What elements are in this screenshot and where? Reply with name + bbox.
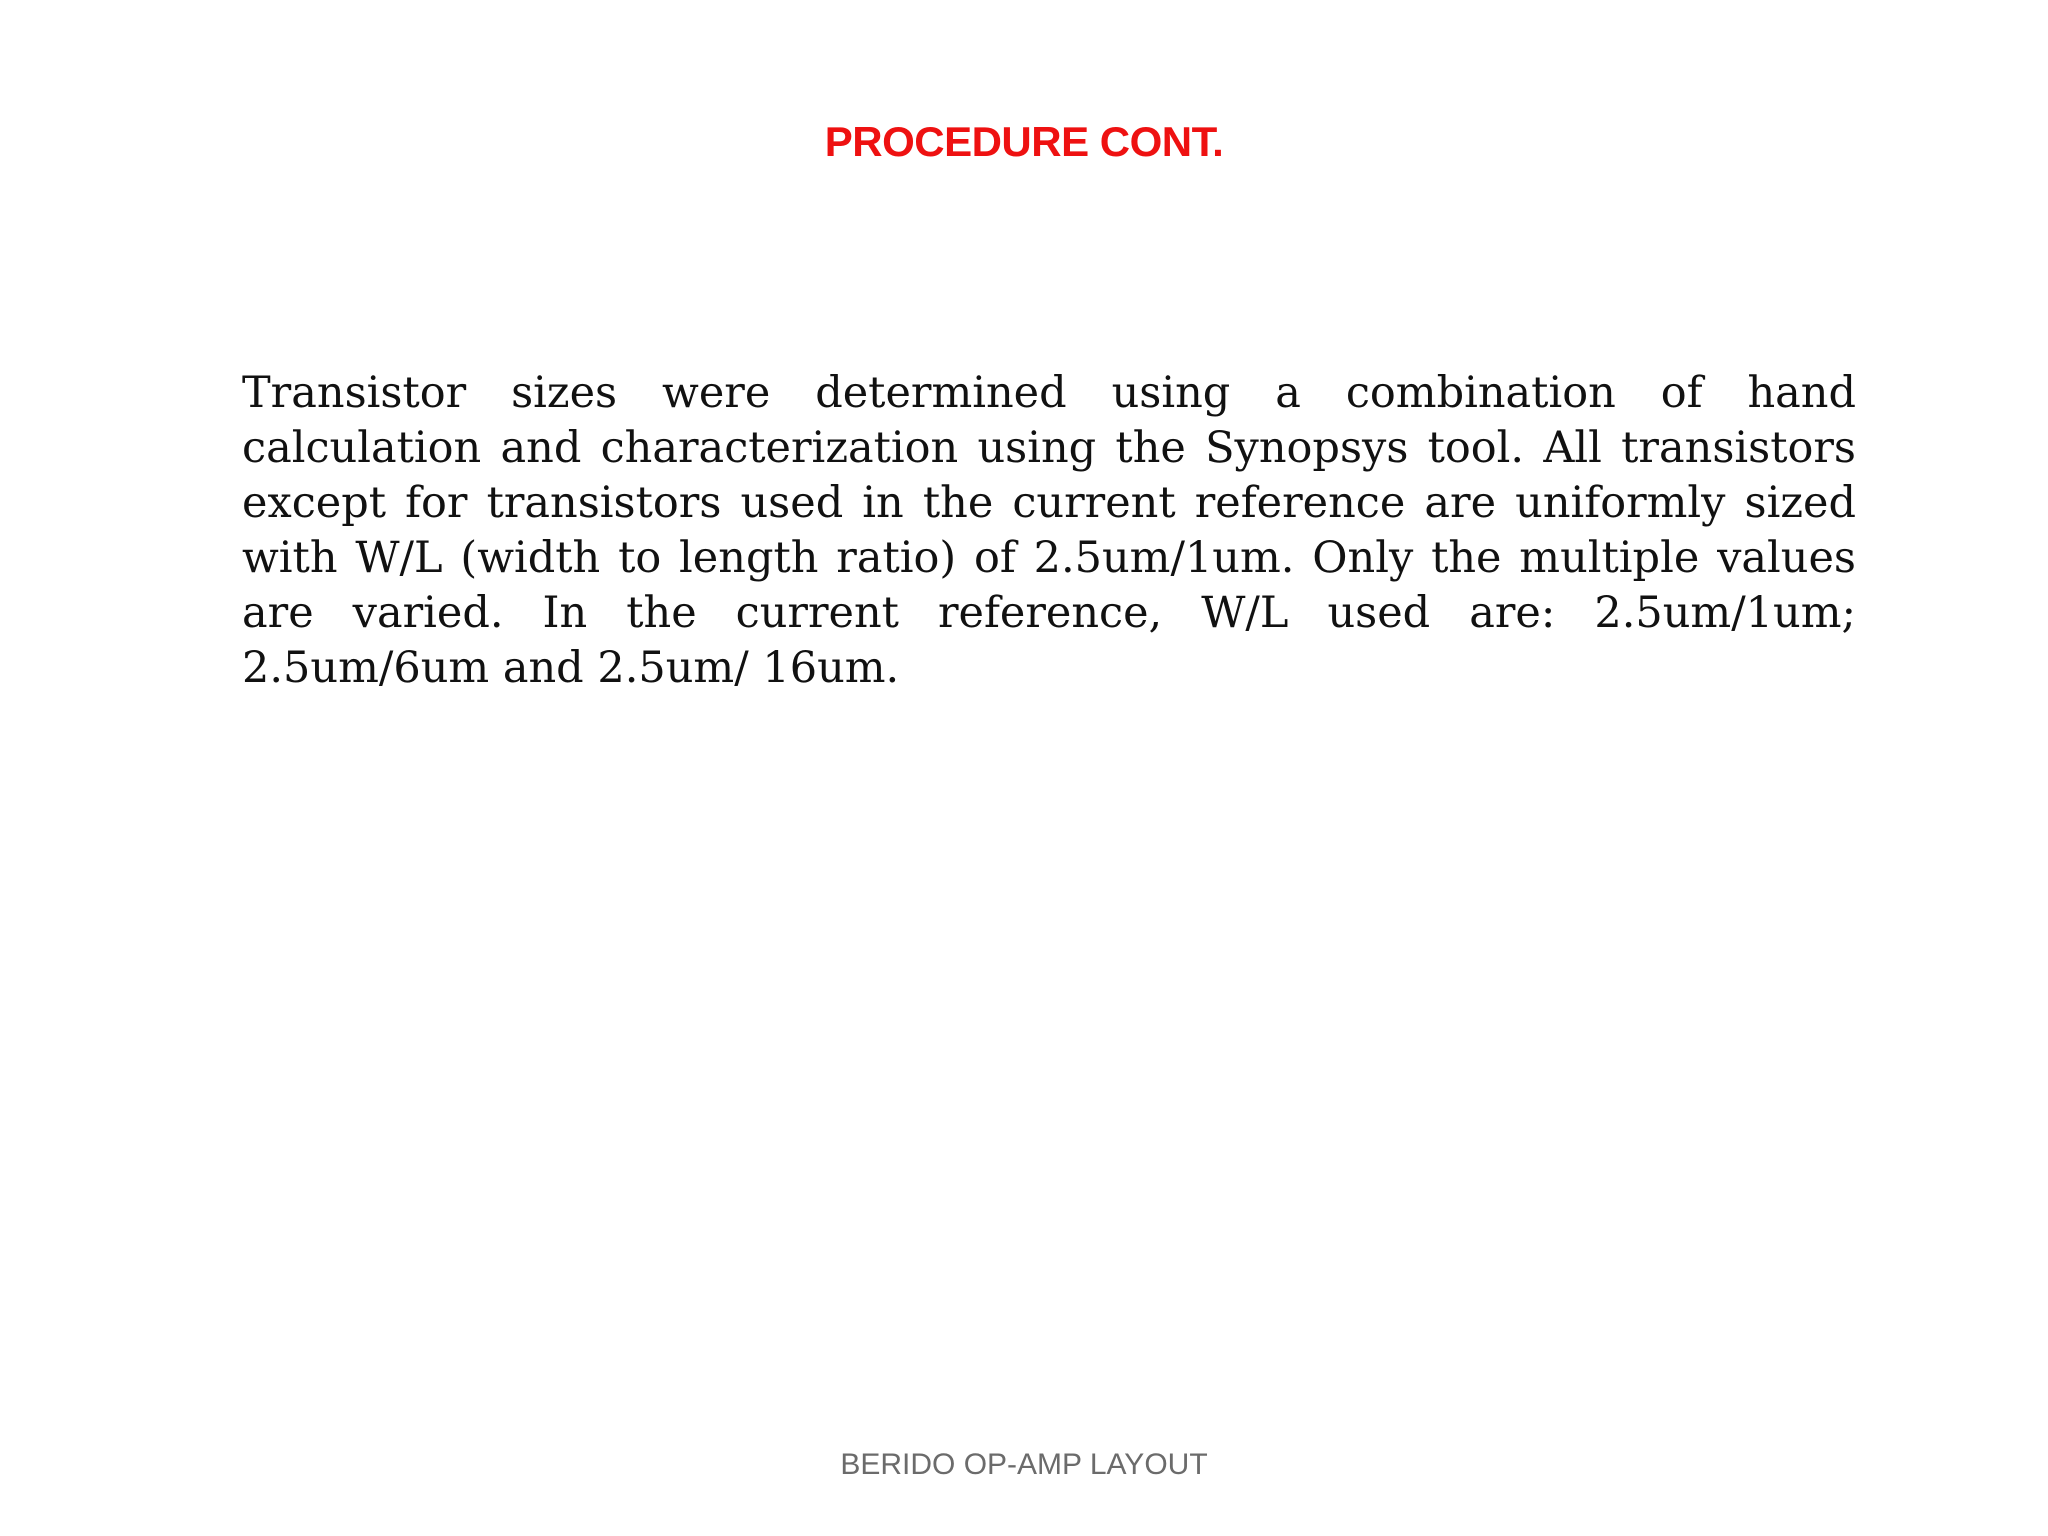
- slide-footer: BERIDO OP-AMP LAYOUT: [840, 1448, 1208, 1481]
- slide-body-paragraph: Transistor sizes were determined using a combination of hand calculation and characterization using the Synopsys tool. All transistors except for transistors used in the current reference are uniformly sized with W/L (width to length ratio) of 2.5um/1um. Only the multiple values are varied. In the current reference, W/L used are: 2.5um/1um; 2.5um/6um and 2.5um/ 16um.: [242, 368, 1856, 693]
- slide-title: PROCEDURE CONT.: [824, 118, 1224, 165]
